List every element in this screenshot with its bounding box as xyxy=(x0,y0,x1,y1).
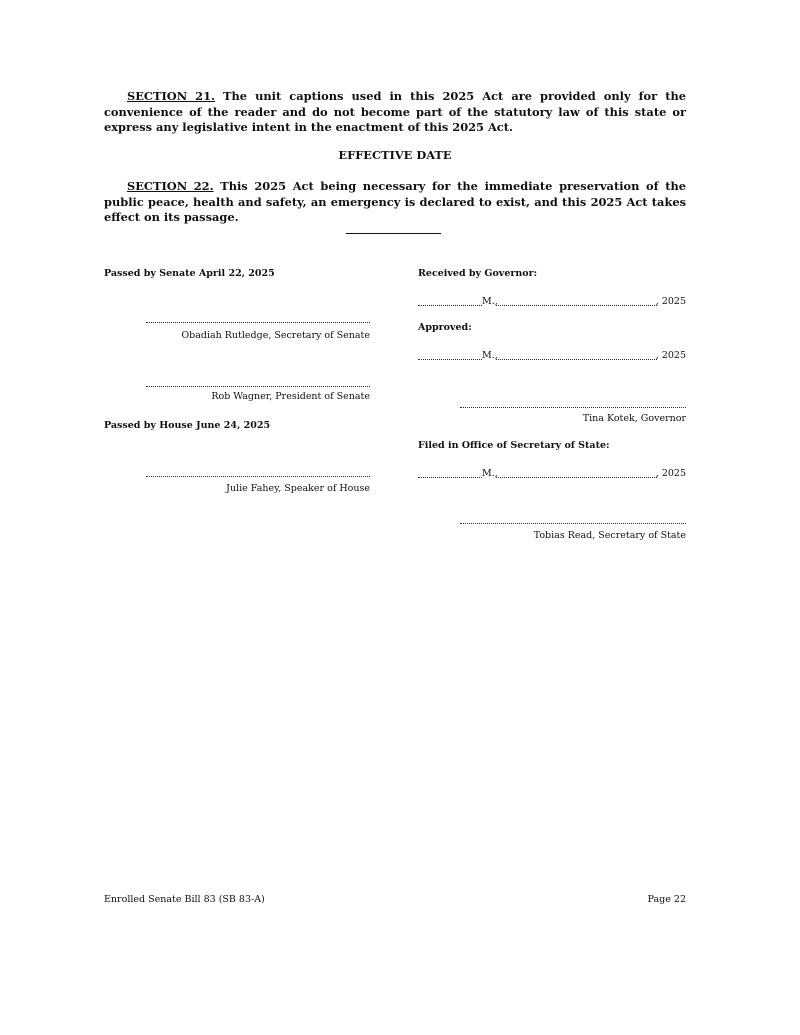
received-date-line xyxy=(418,296,686,308)
secretary-senate-signature-line xyxy=(146,322,370,323)
governor-name: Tina Kotek, Governor xyxy=(582,413,686,424)
approved-date-dots xyxy=(496,359,657,360)
president-senate-name: Rob Wagner, President of Senate xyxy=(211,391,370,402)
footer-page-number: Page 22 xyxy=(647,894,686,905)
received-date-dots xyxy=(496,305,657,306)
secretary-state-signature-line xyxy=(460,523,686,524)
footer-bill-id: Enrolled Senate Bill 83 (SB 83-A) xyxy=(104,894,265,905)
secretary-state-name: Tobias Read, Secretary of State xyxy=(533,530,686,541)
received-time-dots xyxy=(418,305,482,306)
effective-date-heading: EFFECTIVE DATE xyxy=(338,148,452,162)
section-22-paragraph xyxy=(104,179,686,226)
approved-year: , 2025 xyxy=(655,350,686,361)
approved-date-line xyxy=(418,350,686,362)
section-21-paragraph xyxy=(104,89,686,136)
section-divider xyxy=(346,233,441,234)
filed-secretary-state-label: Filed in Office of Secretary of State: xyxy=(418,440,610,451)
filed-meridiem: M., xyxy=(482,468,498,479)
approved-meridiem: M., xyxy=(482,350,498,361)
president-senate-signature-line xyxy=(146,386,370,387)
filed-year: , 2025 xyxy=(655,468,686,479)
section-22-label: SECTION 22. xyxy=(127,179,214,193)
passed-house-label: Passed by House June 24, 2025 xyxy=(104,420,271,431)
received-meridiem: M., xyxy=(482,296,498,307)
speaker-house-signature-line xyxy=(146,476,370,477)
secretary-senate-name: Obadiah Rutledge, Secretary of Senate xyxy=(181,330,370,341)
approved-time-dots xyxy=(418,359,482,360)
filed-time-dots xyxy=(418,477,482,478)
governor-signature-line xyxy=(460,407,686,408)
section-21-text: The unit captions used in this 2025 Act are provided only for the convenience of the reader and do not become part of the statutory law of this state or express any legislative intent in the enactment of this 2025 Act. xyxy=(104,89,686,134)
passed-senate-label: Passed by Senate April 22, 2025 xyxy=(104,268,275,279)
filed-date-dots xyxy=(496,477,657,478)
filed-date-line xyxy=(418,468,686,480)
received-year: , 2025 xyxy=(655,296,686,307)
section-21-label: SECTION 21. xyxy=(127,89,215,103)
section-22-text: This 2025 Act being necessary for the immediate preservation of the public peace, health and safety, an emergency is declared to exist, and this 2025 Act takes effect on its passage. xyxy=(104,179,686,224)
speaker-house-name: Julie Fahey, Speaker of House xyxy=(226,483,370,494)
received-by-governor-label: Received by Governor: xyxy=(418,268,538,279)
approved-label: Approved: xyxy=(418,322,472,333)
